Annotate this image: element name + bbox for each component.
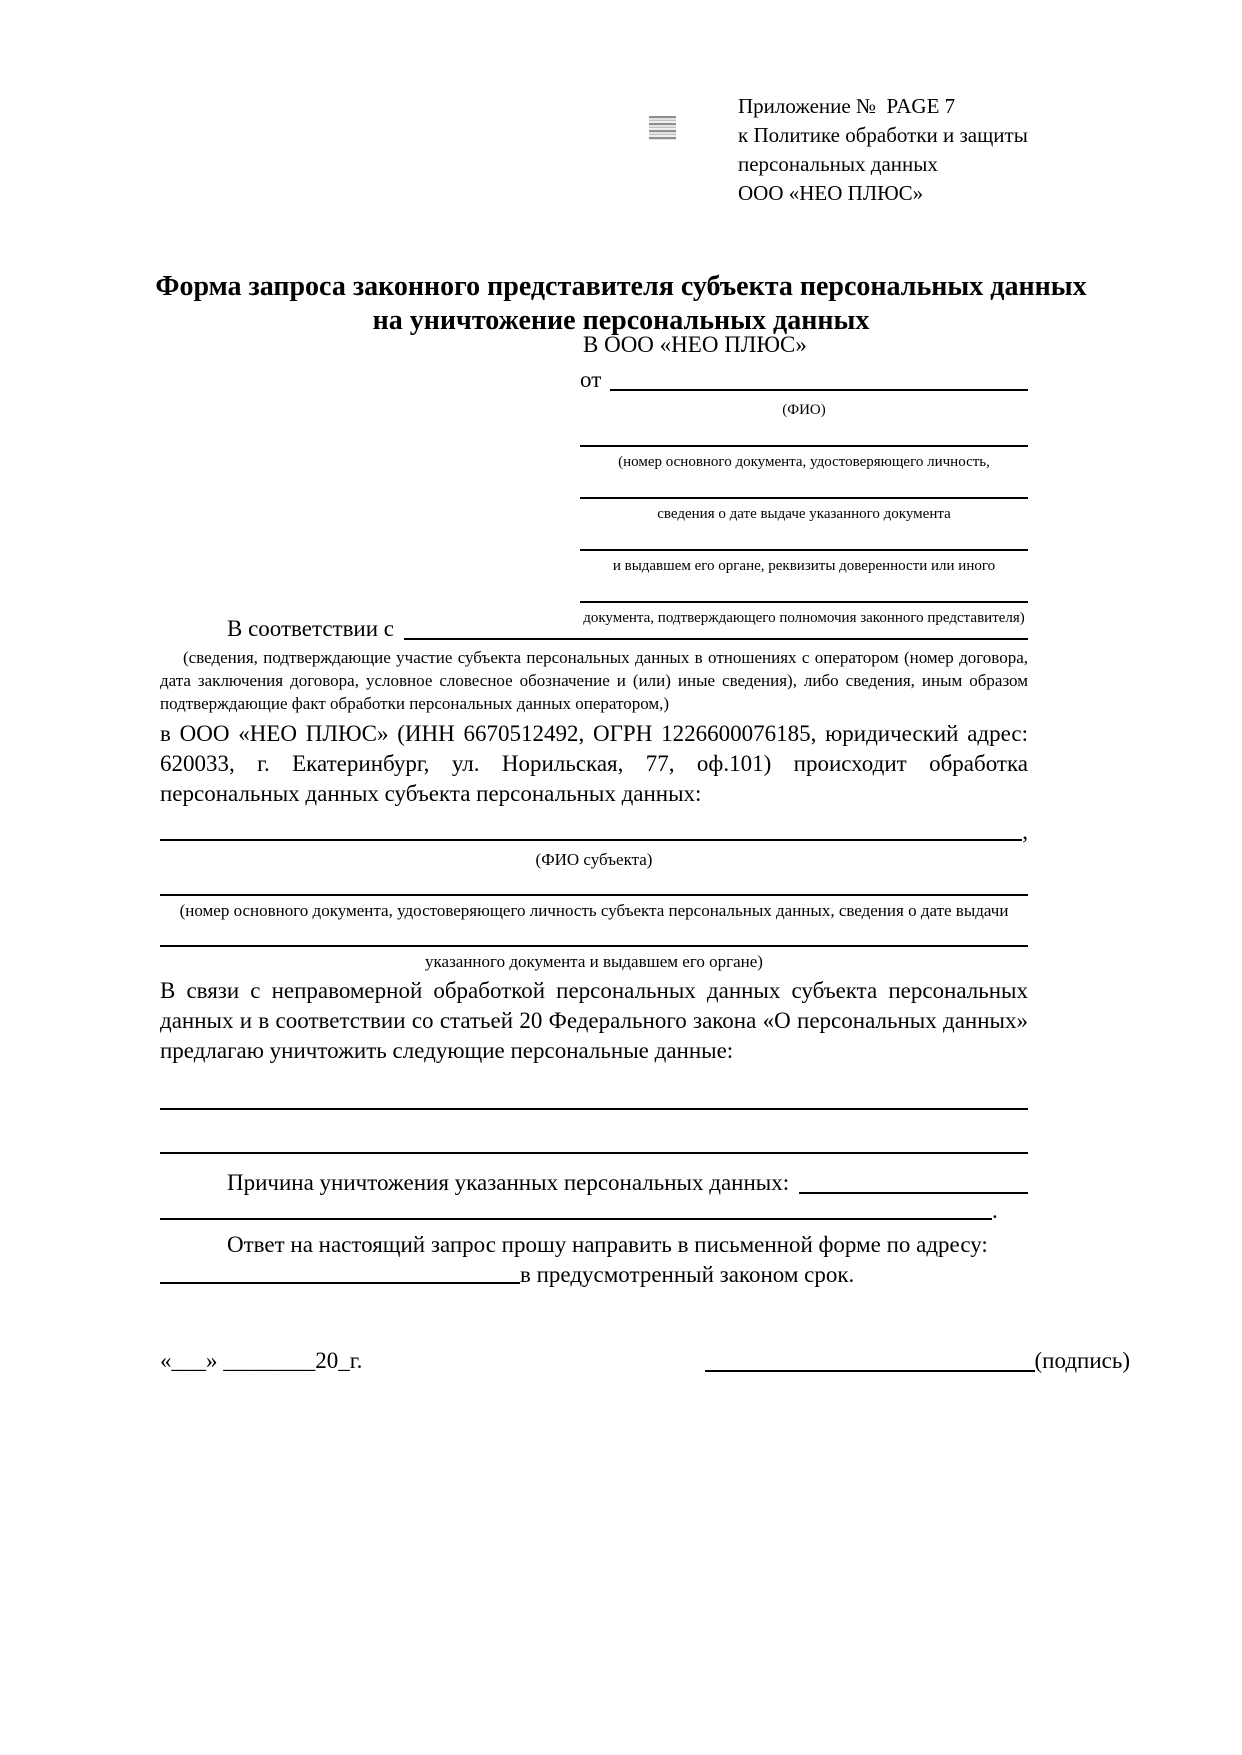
appendix-block <box>738 92 1028 208</box>
subject-fio-caption: (ФИО субъекта) <box>535 850 653 869</box>
representative-fio-caption: (ФИО) <box>782 402 826 418</box>
accordance-label: В соответствии с <box>227 616 395 641</box>
operator-paragraph: в ООО «НЕО ПЛЮС» (ИНН 6670512492, ОГРН 1226600076185, юридический адрес: 620033, г. Екатеринбург, ул. Норильская, 77, оф.101) происходит обработка персональных данных субъекта персональных данных: <box>160 721 1028 806</box>
representative-fio-blank[interactable] <box>610 389 1028 391</box>
subject-doc-caption-1: (номер основного документа, удостоверяющего личность субъекта персональных данных, сведения о дате выдачи <box>179 901 1009 920</box>
response-line-2-text: в предусмотренный законом срок. <box>520 1262 855 1287</box>
text-lines-icon <box>649 116 676 140</box>
representative-doc-blank-2[interactable] <box>580 497 1028 499</box>
request-paragraph: В связи с неправомерной обработкой персональных данных субъекта персональных данных и в соответствии со статьей 20 Федерального закона «О персональных данных» предлагаю уничтожить следующие персональные данные: <box>160 978 1028 1063</box>
accordance-row <box>160 614 1028 644</box>
subject-fio-blank[interactable] <box>160 839 1022 841</box>
representative-doc-blank-3[interactable] <box>580 549 1028 551</box>
reason-row <box>160 1168 1028 1198</box>
representative-doc-caption-3: и выдавшем его органе, реквизиты доверенности или иного <box>612 558 996 574</box>
from-row <box>580 365 1028 395</box>
accordance-fine-print: (сведения, подтверждающие участие субъекта персональных данных в отношениях с оператором (номер договора, дата заключения договора, условное словесное обозначение и (или) иные сведения), либо сведения, иным образом подтверждающие факт обработки персональных данных оператором,) <box>160 648 1028 713</box>
representative-doc-caption-2: сведения о дате выдаче указанного документа <box>657 506 951 522</box>
response-row-2 <box>160 1262 1028 1288</box>
appendix-line: Приложение № PAGE 7 <box>738 94 956 118</box>
reason-row-2 <box>160 1198 1028 1224</box>
signature-group <box>705 1346 1130 1376</box>
from-label: от <box>580 367 602 392</box>
response-address-blank[interactable] <box>160 1282 520 1284</box>
addressee-block <box>580 330 1028 628</box>
subject-doc-blank-1[interactable] <box>160 894 1028 896</box>
representative-doc-blank-4[interactable] <box>580 601 1028 603</box>
document-title <box>0 270 1242 338</box>
addressee-organization: В ООО «НЕО ПЛЮС» <box>583 332 807 357</box>
signature-caption: (подпись) <box>1034 1348 1130 1373</box>
appendix-line: персональных данных <box>738 152 938 176</box>
subject-fio-row <box>160 819 1028 845</box>
accordance-blank[interactable] <box>404 638 1028 640</box>
subject-fio-comma: , <box>1022 819 1028 844</box>
reason-label: Причина уничтожения указанных персональных данных: <box>227 1170 790 1195</box>
representative-doc-blank-1[interactable] <box>580 445 1028 447</box>
reason-period: . <box>992 1198 998 1223</box>
title-line-2: на уничтожение персональных данных <box>372 305 870 336</box>
subject-doc-blank-2[interactable] <box>160 945 1028 947</box>
data-to-destroy-blank-2[interactable] <box>160 1110 1028 1154</box>
representative-doc-caption-4: документа, подтверждающего полномочия законного представителя) <box>583 610 1025 626</box>
signature-blank[interactable] <box>705 1370 1035 1372</box>
response-line-1: Ответ на настоящий запрос прошу направить в письменной форме по адресу: <box>227 1232 988 1257</box>
data-to-destroy-blank-1[interactable] <box>160 1066 1028 1110</box>
representative-doc-caption-1: (номер основного документа, удостоверяющего личность, <box>618 454 990 470</box>
date-field[interactable]: «___» ________20_г. <box>160 1348 363 1373</box>
reason-blank-1[interactable] <box>799 1192 1028 1194</box>
subject-doc-caption-2: указанного документа и выдавшем его органе) <box>425 952 763 971</box>
title-line-1: Форма запроса законного представителя субъекта персональных данных <box>155 271 1087 302</box>
footer-row <box>160 1346 1130 1376</box>
appendix-line: к Политике обработки и защиты <box>738 123 1028 147</box>
appendix-line: ООО «НЕО ПЛЮС» <box>738 181 924 205</box>
document-body <box>160 614 1028 1288</box>
reason-blank-2[interactable] <box>160 1218 992 1220</box>
